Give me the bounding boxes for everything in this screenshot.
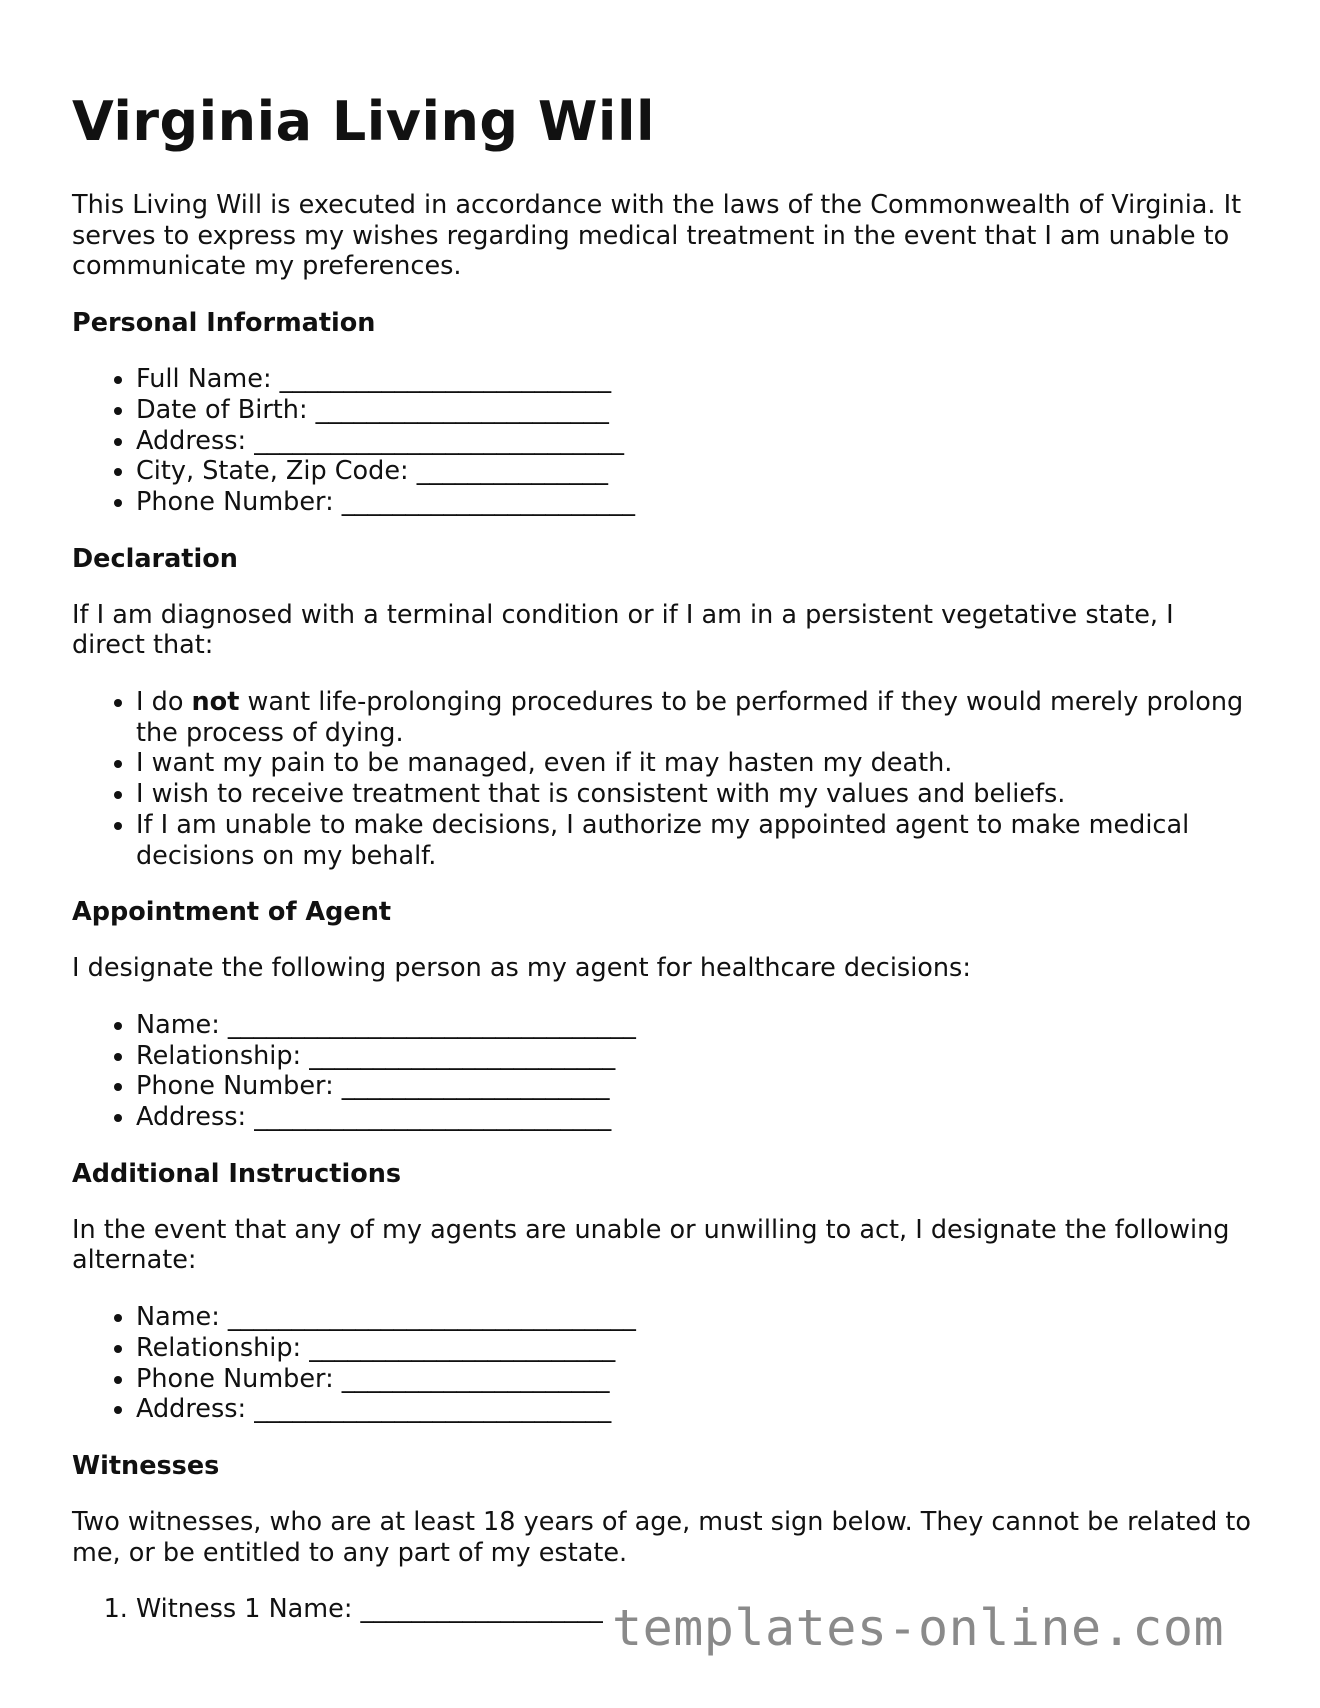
witnesses-text: Two witnesses, who are at least 18 years of age, must sign below. They cannot be related to me, or be entitled to any part of my estate. (72, 1506, 1251, 1568)
alternate-relationship-field: • Relationship: ________________________ (136, 1333, 1252, 1364)
full-name-field: • Full Name: __________________________ (136, 364, 1252, 395)
declaration-item: • I want my pain to be managed, even if it may hasten my death. (136, 748, 1252, 779)
intro-paragraph: This Living Will is executed in accordance with the laws of the Commonwealth of Virginia. It serves to express my wishes regarding medical treatment in the event that I am unable to communicate my preferences. (72, 190, 1242, 282)
declaration-text: If I am diagnosed with a terminal condition or if I am in a persistent vegetative state, I direct that: (72, 599, 1174, 661)
agent-list (72, 1010, 1252, 1133)
agent-address-field: • Address: ____________________________ (136, 1102, 1252, 1133)
alternate-list (72, 1302, 1252, 1425)
alternate-phone-field: • Phone Number: _____________________ (136, 1364, 1252, 1395)
declaration-item-text: I do (136, 687, 192, 718)
personal-info-heading: Personal Information (72, 308, 376, 339)
phone-number-field: • Phone Number: _______________________ (136, 487, 1252, 518)
alternate-name-field: • Name: ________________________________ (136, 1302, 1252, 1333)
additional-heading: Additional Instructions (72, 1158, 402, 1189)
agent-name-field: • Name: ________________________________ (136, 1010, 1252, 1041)
declaration-list (72, 687, 1252, 871)
document-page (72, 88, 1252, 1651)
city-state-zip-field: • City, State, Zip Code: _______________ (136, 456, 1252, 487)
address-field: • Address: _____________________________ (136, 426, 1252, 457)
declaration-item (136, 687, 1252, 748)
declaration-item: • I wish to receive treatment that is consistent with my values and beliefs. (136, 779, 1252, 810)
witness-1-name-field: 1. Witness 1 Name: ___________________ (136, 1594, 1252, 1625)
declaration-heading: Declaration (72, 543, 238, 574)
agent-text: I designate the following person as my agent for healthcare decisions: (72, 953, 971, 984)
personal-info-list (72, 364, 1252, 518)
declaration-item-text: want life-prolonging procedures to be performed if they would merely prolong the process of dying. (136, 687, 1244, 748)
witnesses-heading: Witnesses (72, 1450, 220, 1481)
agent-heading: Appointment of Agent (72, 897, 392, 928)
agent-phone-field: • Phone Number: _____________________ (136, 1071, 1252, 1102)
declaration-item-emphasis: not (191, 687, 240, 718)
agent-relationship-field: • Relationship: ________________________ (136, 1041, 1252, 1072)
date-of-birth-field: • Date of Birth: _______________________ (136, 395, 1252, 426)
document-title: Virginia Living Will (72, 90, 655, 153)
alternate-address-field: • Address: ____________________________ (136, 1394, 1252, 1425)
watermark: templates-online.com (612, 1599, 1225, 1657)
additional-text: In the event that any of my agents are unable or unwilling to act, I designate the following alternate: (72, 1214, 1230, 1276)
declaration-item: • If I am unable to make decisions, I authorize my appointed agent to make medical decisions on my behalf. (136, 810, 1252, 871)
